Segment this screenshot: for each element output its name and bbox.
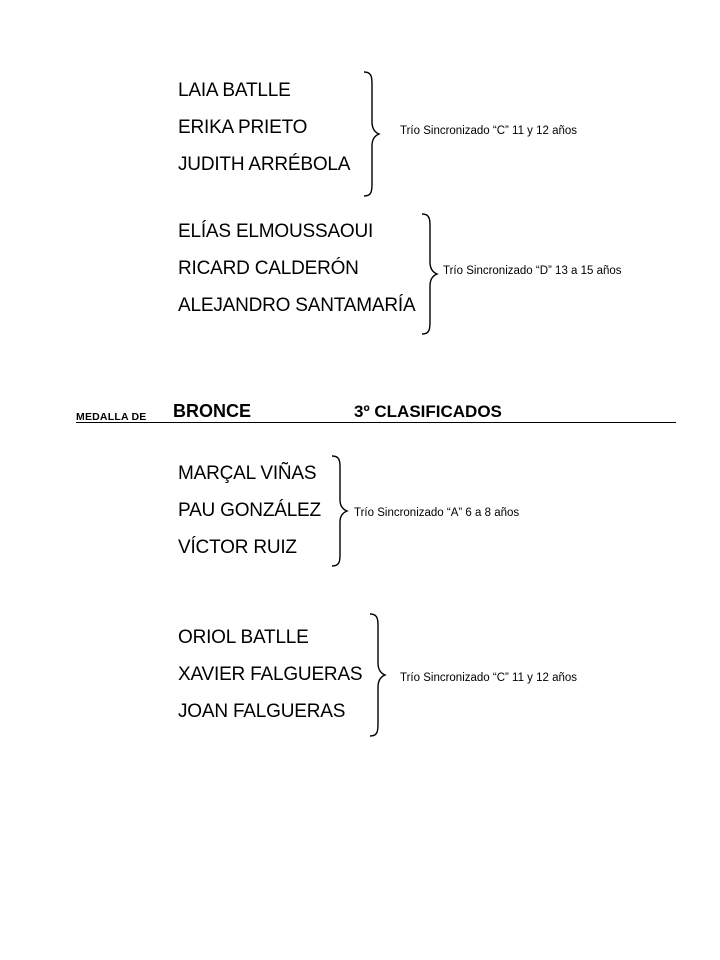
curly-brace-icon (362, 70, 384, 198)
curly-brace-icon (330, 454, 352, 568)
category-label: Trío Sincronizado “C” 11 y 12 años (400, 125, 578, 137)
curly-brace-icon (368, 612, 390, 738)
athlete-name: JUDITH ARRÉBOLA (178, 154, 351, 175)
athlete-name: ALEJANDRO SANTAMARÍA (178, 295, 416, 316)
heading-underline (76, 422, 676, 423)
curly-brace-icon (420, 212, 442, 336)
athlete-name: PAU GONZÁLEZ (178, 500, 321, 521)
category-label: Trío Sincronizado “C” 11 y 12 años (400, 672, 578, 684)
athlete-name: LAIA BATLLE (178, 80, 291, 101)
athlete-name: ERIKA PRIETO (178, 117, 308, 138)
position-label: 3º CLASIFICADOS (354, 402, 502, 421)
athlete-name: ORIOL BATLLE (178, 627, 309, 648)
medal-name: BRONCE (173, 401, 252, 421)
athlete-name: XAVIER FALGUERAS (178, 664, 363, 685)
athlete-name: MARÇAL VIÑAS (178, 463, 317, 484)
bronze-medal-heading (76, 400, 676, 426)
category-label: Trío Sincronizado “A” 6 a 8 años (354, 507, 520, 519)
athlete-name: RICARD CALDERÓN (178, 258, 359, 279)
medal-prefix: MEDALLA DE (76, 411, 147, 423)
athlete-name: ELÍAS ELMOUSSAOUI (178, 221, 374, 242)
athlete-name: JOAN FALGUERAS (178, 701, 346, 722)
athlete-name: VÍCTOR RUIZ (178, 537, 297, 558)
category-label: Trío Sincronizado “D” 13 a 15 años (443, 265, 622, 277)
